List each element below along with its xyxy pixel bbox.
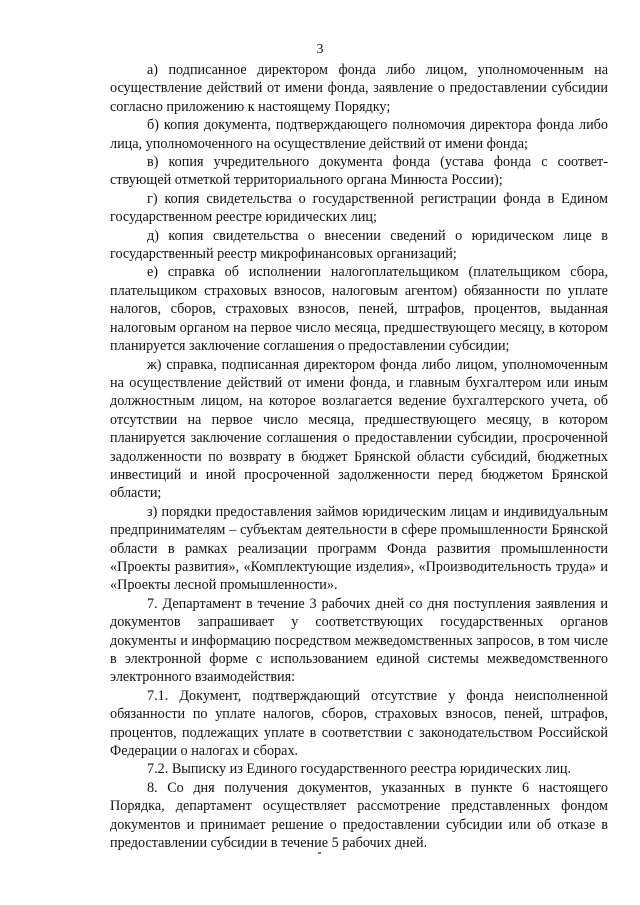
scan-speck xyxy=(318,852,321,854)
paragraph-section-8: 8. Со дня получения документов, указанных в пункте 6 настоящего Порядка, департамент осуществляет рассмотрение представленных фондом документов и принимает решение о предоставлении субсидии или об отказе в предоставлении субсидии в течение 5 рабочих дней. xyxy=(110,779,608,852)
paragraph-section-7: 7. Департамент в течение 3 рабочих дней со дня поступления заявления и документов запрашивает у соответствующих государственных органов документы и информацию посредством межведомственных запросов, в том числе в электронной форме с использованием единой системы межведомственного электронного взаимодействия: xyxy=(110,595,608,686)
paragraph-item-z: з) порядки предоставления займов юридическим лицам и индивидуальным предпринимателям – субъектам деятельности в сфере промышленности Брянской области в рамках реализации программ Фонда развития промышленности «Проекты развития», «Комплектующие изделия», «Производительность труда» и «Проекты лесной промышленности». xyxy=(110,503,608,594)
paragraph-item-v: в) копия учредительного документа фонда (устава фонда с соответствующей отметкой территориального органа Минюста России); xyxy=(110,154,608,189)
paragraph-item-zh: ж) справка, подписанная директором фонда либо лицом, уполномоченным на осуществление действий от имени фонда, и главным бухгалтером или иным должностным лицом, на которое возлагается ведение бухгалтерского учета, об отсутствии на первое число месяца, предшествующего месяцу, в котором планируется заключение соглашения о предоставлении субсидии, просроченной задолженности по возврату в бюджет Брянской области субсидий, бюджетных инвестиций и иной просроченной задолженности перед бюджетом Брянской области; xyxy=(110,356,608,502)
document-body xyxy=(110,61,608,852)
paragraph-item-a: а) подписанное директором фонда либо лицом, уполномоченным на осуществление действий от имени фонда, заявление о предоставлении субсидии согласно приложению к настоящему Порядку; xyxy=(110,62,608,115)
paragraph-item-g: г) копия свидетельства о государственной регистрации фонда в Едином государственном реестре юридических лиц; xyxy=(110,190,608,226)
paragraph-section-7-2: 7.2. Выписку из Единого государственного реестра юридических лиц. xyxy=(147,761,572,778)
paragraph-item-e: е) справка об исполнении налогоплательщиком (плательщиком сбора, плательщиком страховых взносов, налоговым агентом) обязанности по уплате налогов, сборов, страховых взносов, пеней, штрафов, процентов, выданная налоговым органом на первое число месяца, предшествующего месяцу, в котором планируется заключение соглашения о предоставлении субсидии; xyxy=(110,264,608,355)
paragraph-section-7-1: 7.1. Документ, подтверждающий отсутствие у фонда неисполненной обязанности по уплате налогов, сборов, страховых взносов, пеней, штрафов, процентов, подлежащих уплате в соответствии с законодательством Российской Федерации о налогах и сборах. xyxy=(110,687,608,760)
paragraph-item-d: д) копия свидетельства о внесении сведений о юридическом лице в государственный реестр микрофинансовых организаций; xyxy=(110,227,608,263)
page-number: 3 xyxy=(316,42,324,57)
paragraph-item-b: б) копия документа, подтверждающего полномочия директора фонда либо лица, уполномоченного на осуществление действий от имени фонда; xyxy=(110,117,608,152)
